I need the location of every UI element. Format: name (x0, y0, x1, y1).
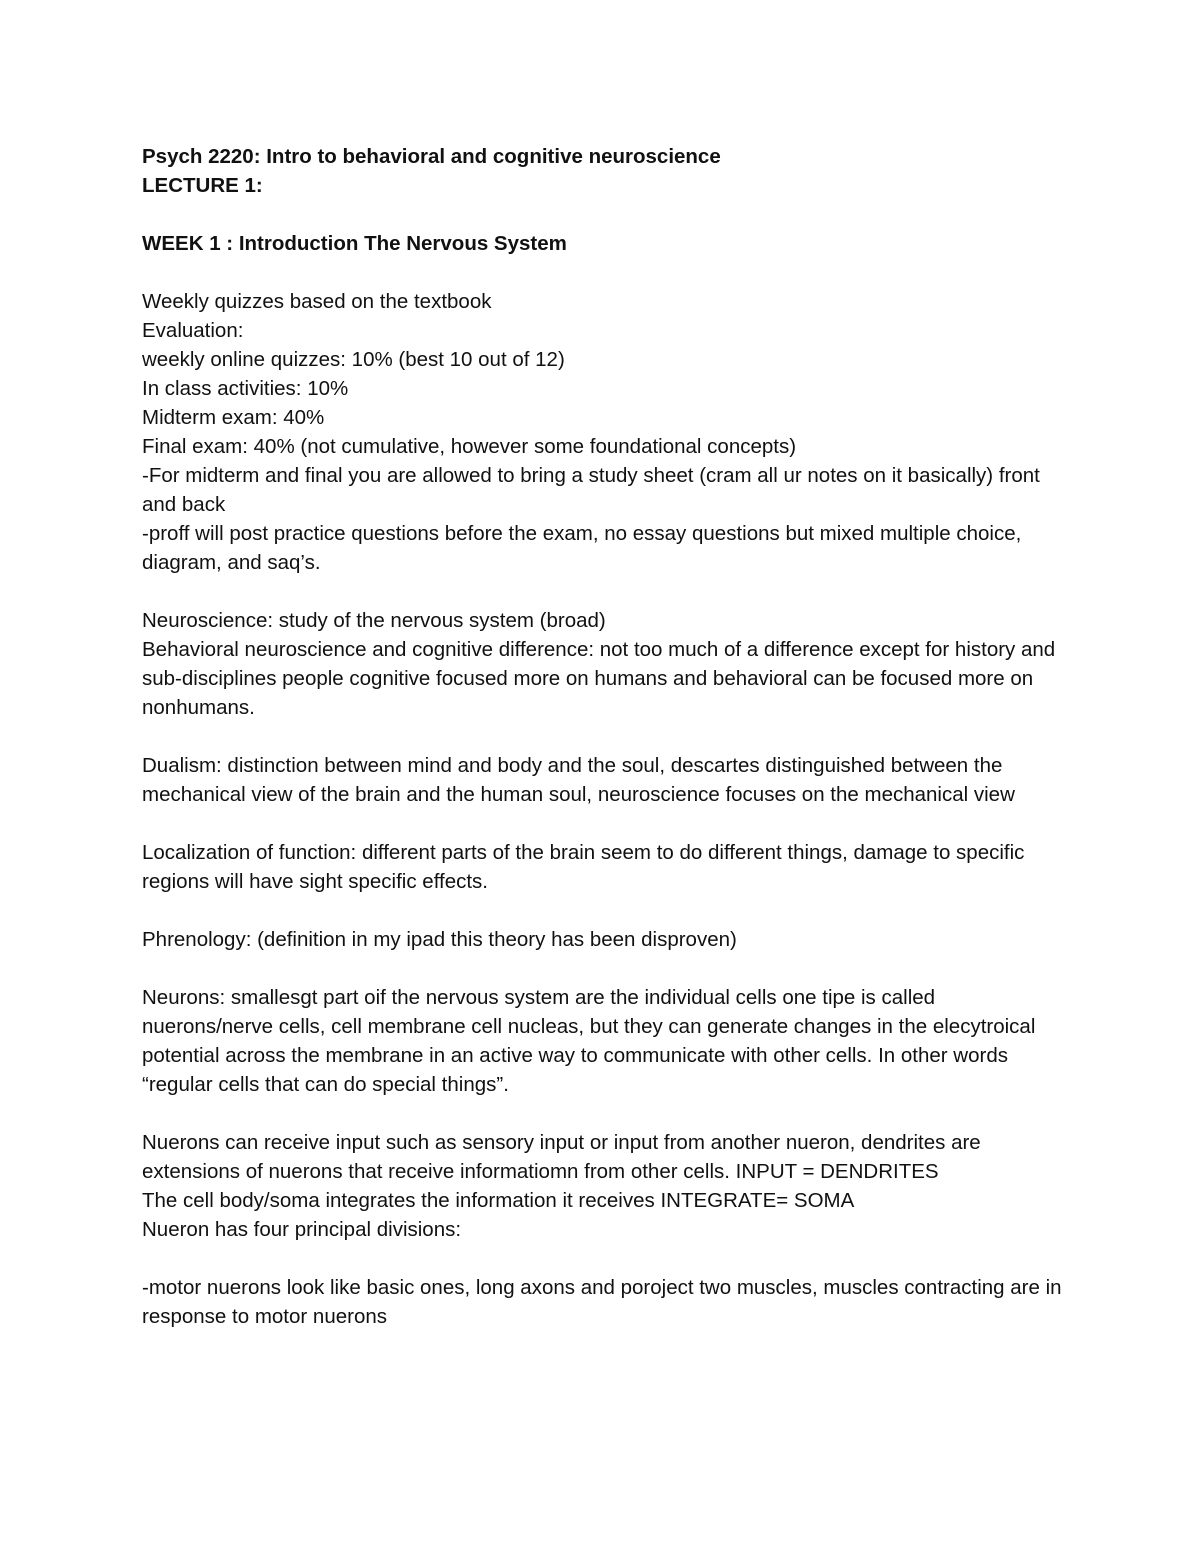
spacer (142, 577, 1062, 606)
neurons-paragraph: Neurons: smallesgt part oif the nervous system are the individual cells one tipe is called nuerons/nerve cells, cell membrane cell nucleas, but they can generate changes in the elecytroical potential across the membrane in an active way to communicate with other cells. In other words “regular cells that can do special things”. (142, 986, 1036, 1096)
spacer (142, 258, 1062, 287)
course-info-line: Midterm exam: 40% (142, 406, 325, 429)
lecture-heading: LECTURE 1: (142, 174, 263, 197)
neuroscience-paragraph: Behavioral neuroscience and cognitive difference: not too much of a difference except for history and sub-disciplines people cognitive focused more on humans and behavioral can be focused more on nonhumans. (142, 638, 1056, 719)
course-info-line: weekly online quizzes: 10% (best 10 out of 12) (142, 348, 565, 371)
phrenology-paragraph: Phrenology: (definition in my ipad this theory has been disproven) (142, 928, 737, 951)
nuerons-input-section (142, 1128, 1062, 1244)
neuroscience-paragraph: Neuroscience: study of the nervous system (broad) (142, 609, 606, 632)
localization-paragraph: Localization of function: different parts of the brain seem to do different things, damage to specific regions will have sight specific effects. (142, 841, 1025, 893)
spacer (142, 1244, 1062, 1273)
document-body (142, 142, 1062, 1331)
nuerons-input-paragraph: The cell body/soma integrates the information it receives INTEGRATE= SOMA (142, 1189, 855, 1212)
spacer (142, 809, 1062, 838)
motor-nuerons-paragraph: -motor nuerons look like basic ones, long axons and poroject two muscles, muscles contracting are in response to motor nuerons (142, 1276, 1062, 1328)
course-info-line: Weekly quizzes based on the textbook (142, 290, 492, 313)
week-heading: WEEK 1 : Introduction The Nervous System (142, 232, 567, 255)
spacer (142, 722, 1062, 751)
dualism-paragraph: Dualism: distinction between mind and body and the soul, descartes distinguished between the mechanical view of the brain and the human soul, neuroscience focuses on the mechanical view (142, 754, 1015, 806)
course-info-line: -For midterm and final you are allowed to bring a study sheet (cram all ur notes on it basically) front and back (142, 464, 1040, 516)
spacer (142, 954, 1062, 983)
nuerons-input-paragraph: Nueron has four principal divisions: (142, 1218, 462, 1241)
spacer (142, 200, 1062, 229)
spacer (142, 1099, 1062, 1128)
course-info-section (142, 287, 1062, 577)
nuerons-input-paragraph: Nuerons can receive input such as sensory input or input from another nueron, dendrites are extensions of nuerons that receive informatiomn from other cells. INPUT = DENDRITES (142, 1131, 981, 1183)
neuroscience-section (142, 606, 1062, 722)
document-title: Psych 2220: Intro to behavioral and cognitive neuroscience (142, 145, 721, 168)
spacer (142, 896, 1062, 925)
course-info-line: -proff will post practice questions before the exam, no essay questions but mixed multiple choice, diagram, and saq’s. (142, 522, 1022, 574)
course-info-line: In class activities: 10% (142, 377, 349, 400)
course-info-line: Final exam: 40% (not cumulative, however some foundational concepts) (142, 435, 797, 458)
course-info-line: Evaluation: (142, 319, 244, 342)
